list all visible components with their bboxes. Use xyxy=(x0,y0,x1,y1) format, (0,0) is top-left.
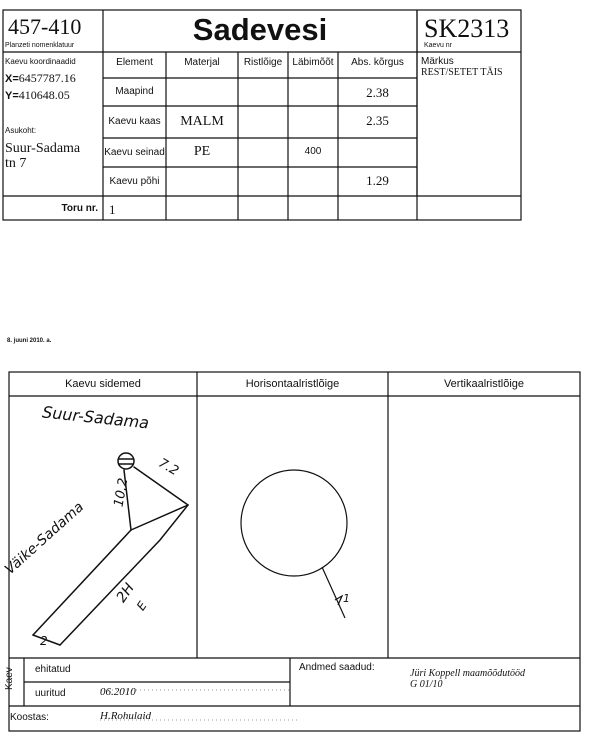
document-date: 8. juuni 2010. a. xyxy=(7,338,52,344)
row-abs-height: 2.38 xyxy=(366,85,389,100)
panel-horizontal-title: Horisontaalristlõige xyxy=(245,378,340,390)
surveyed-date: 06.2010 xyxy=(100,686,136,698)
row-element: Kaevu põhi xyxy=(109,176,160,187)
row-element: Maapind xyxy=(115,86,154,97)
col-diameter: Läbimõõt xyxy=(292,57,334,68)
panel-vertical-title: Vertikaalristlõige xyxy=(443,378,525,390)
row-element: Kaevu kaas xyxy=(108,116,161,127)
sketch-distance-a: 10.2 xyxy=(111,476,132,509)
sheet-number: 457-410 xyxy=(8,14,82,39)
sketch-arrow-label: 1 xyxy=(343,592,350,605)
data-received-by: Jüri Koppell maamõõdutööd xyxy=(410,668,525,679)
col-element: Element xyxy=(116,57,153,68)
row-diameter: 400 xyxy=(304,146,322,157)
panel-connections-title: Kaevu sidemed xyxy=(65,378,141,390)
col-material: Materjal xyxy=(184,57,220,68)
row-abs-height: 1.29 xyxy=(366,173,389,188)
coords-label: Kaevu koordinaadid xyxy=(5,57,76,66)
data-received-label: Andmed saadud: xyxy=(299,662,375,673)
document-title: Sadevesi xyxy=(192,12,328,47)
remarks-text: REST/SETET TÄIS xyxy=(421,67,503,78)
well-id-label: Kaevu nr xyxy=(424,42,453,49)
well-id: SK2313 xyxy=(424,14,510,43)
author-name: H.Rohulaid xyxy=(100,710,152,722)
row-material: PE xyxy=(193,144,211,159)
sketch-corner-mark: 2 xyxy=(40,634,48,648)
built-label: ehitatud xyxy=(35,664,71,675)
sketch-street-2: Väike-Sadama xyxy=(2,499,88,578)
row-element: Kaevu seinad xyxy=(104,147,165,158)
pipe-number: 1 xyxy=(109,202,116,217)
sketch-distance-b: 7.2 xyxy=(155,455,182,480)
sketch-pipe-label: 2H xyxy=(113,580,138,606)
row-material: MALM xyxy=(180,114,224,129)
footer-side-label: Kaev xyxy=(4,667,15,690)
location-line2: tn 7 xyxy=(5,156,27,171)
pipe-number-label: Toru nr. xyxy=(61,203,98,214)
location-label: Asukoht: xyxy=(5,126,37,135)
col-abs-height: Abs. kõrgus xyxy=(351,57,404,68)
data-received-ref: G 01/10 xyxy=(410,679,443,690)
sketch-pipe-sub: E xyxy=(133,598,150,614)
horizontal-section-sketch xyxy=(241,470,347,618)
connections-sketch xyxy=(33,453,188,645)
sheet-number-label: Planzeti nomenklatuur xyxy=(5,42,75,49)
surveyed-label: uuritud xyxy=(35,688,66,699)
col-cross-section: Ristlõige xyxy=(243,57,283,68)
sketch-street-1: Suur-Sadama xyxy=(41,402,150,433)
remarks-label: Märkus xyxy=(421,56,454,67)
row-abs-height: 2.35 xyxy=(366,113,389,128)
coord-y: Y=410648.05 xyxy=(5,88,70,102)
author-label: Koostas: xyxy=(10,712,49,723)
coord-x: X=6457787.16 xyxy=(5,71,76,85)
location-line1: Suur-Sadama xyxy=(5,141,81,156)
